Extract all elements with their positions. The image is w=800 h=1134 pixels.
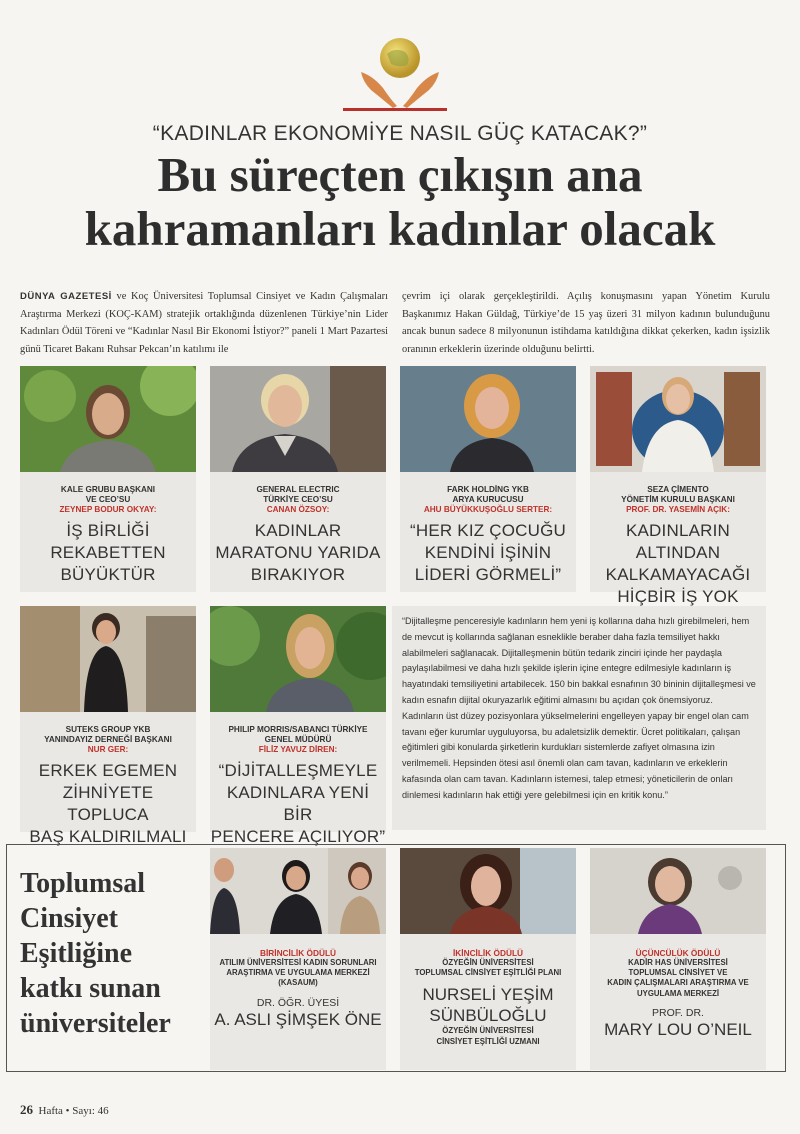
profile-title: VE CEO’SU <box>85 495 131 505</box>
intro-left-column <box>20 288 388 358</box>
award-post-title: ÖZYEĞİN ÜNİVERSİTESİ CİNSİYET EŞİTLİĞİ UZMANI <box>436 1026 540 1046</box>
award-rank: ÜÇÜNCÜLÜK ÖDÜLÜ <box>635 948 721 958</box>
profile-quote: “HER KIZ ÇOCUĞU KENDİNİ İŞİNİN LİDERİ GÖRMELİ” <box>410 520 566 584</box>
award-photo <box>590 848 766 934</box>
award-org: ÖZYEĞİN ÜNİVERSİTESİ TOPLUMSAL CİNSİYET EŞİTLİĞİ PLANI <box>414 958 562 978</box>
page-number: 26 <box>20 1102 33 1117</box>
intro-right-column: çevrim içi olarak gerçekleştirildi. Açılış konuşmasını yapan Yönetim Kurulu Başkanımız Hakan Güldağ, Türkiye’de 15 yaş üzeri 31 milyon kadının bulunduğunu ancak bunun sadece 8 milyonunun istihdama katıldığına dikkat çekerken, kadın işsizlik oranının erkeklerin üzerinde olduğunu belirtti. <box>402 291 770 355</box>
profile-title: GENERAL ELECTRIC <box>256 485 340 494</box>
profile-card <box>210 606 386 846</box>
award-org: ATILIM ÜNİVERSİTESİ KADIN SORUNLARI ARAŞTIRMA VE UYGULAMA MERKEZİ (KASAUM) <box>219 958 377 988</box>
profile-title: KALE GRUBU BAŞKANI <box>60 485 156 494</box>
kicker: “KADINLAR EKONOMİYE NASIL GÜÇ KATACAK?” <box>152 122 648 145</box>
profile-name: ZEYNEP BODUR OKYAY: <box>59 505 157 515</box>
pull-quote: “Dijitalleşme penceresiyle kadınların hem yeni iş kollarına daha hızlı girebilmeleri, hem de mevcut iş kollarında sağlanan esneklikle beraber daha fazla temsiliyet hakkı alabilmeleri sağlanacak. Dijitalleşmenin bütün tedarik zinciri içinde her paydaşla paylaşılabilmesi ve daha hızlı şekilde işlerin içine entegre edilmesiyle kadınların iş hayatındaki temsiliyetini artabilecek. 150 bin bakkal esnafının 30 bininin dijitalleşmesi ve kadın esnafın dijital okuryazarlık eğitimi almasını bu açıdan çok önemsiyoruz. Kadınların üst düzey pozisyonlara yükselmelerini engelleyen yapay bir engel olan cam tavanı eğer kurumlar uyguluyorsa, bu adaletsizlik demektir. Ücret politikaları, çalışan eğitimleri gibi konularda şirketlerin kurdukları sistemlerde zafiyet olmasına izin verilmemeli. Hepsinden ötesi asıl önemli olan cam tavan, kadınların ve erkeklerin kafasında olan cam tavan. Kadınların istemesi, talep etmesi; yöneticilerin de onları dinlemesi kadınların hak ettiği yere gelebilmesi için en kritik konu.” <box>392 606 766 830</box>
profile-title: SEZA ÇİMENTO <box>647 485 709 494</box>
profile-caption <box>20 712 196 846</box>
headline-line-1: Bu süreçten çıkışın ana <box>157 147 643 202</box>
profile-quote: ERKEK EGEMEN ZİHNİYETE TOPLUCA BAŞ KALDIRILMALI <box>29 760 187 846</box>
page-footer <box>20 1102 109 1118</box>
globe-hands-logo <box>355 32 445 112</box>
profile-card <box>20 606 196 846</box>
award-org: KADİR HAS ÜNİVERSİTESİ TOPLUMSAL CİNSİYET VE KADIN ÇALIŞMALARI ARAŞTIRMA VE UYGULAMA MERKEZİ <box>607 958 749 998</box>
award-pre-title: DR. ÖĞR. ÜYESİ <box>256 996 340 1009</box>
profile-title: PHILIP MORRIS/SABANCI TÜRKİYE <box>228 725 368 734</box>
award-caption <box>400 934 576 1070</box>
profile-name: NUR GER: <box>87 745 129 755</box>
award-pre-title: PROF. DR. <box>652 1006 704 1019</box>
portrait-photo <box>400 366 576 472</box>
intro-left-text: ve Koç Üniversitesi Toplumsal Cinsiyet ve Kadın Çalışmaları Araştırma Merkezi (KOÇ-KAM) stratejik ortaklığında düzenlenen Türkiye’nin Lider Kadınları Ödül Töreni ve “Kadınlar Nasıl Bir Ekonomi İstiyor?” paneli 1 Mart Pazartesi günü Ticaret Bakanı Ruhsar Pekcan’ın katılımı ile <box>20 291 388 355</box>
award-name: NURSELİ YEŞİM SÜNBÜLOĞLU <box>422 985 554 1026</box>
portrait-photo <box>210 366 386 472</box>
profile-quote: KADINLAR MARATONU YARIDA BIRAKIYOR <box>215 520 381 584</box>
profile-name: CANAN ÖZSOY: <box>266 505 330 515</box>
profile-name: PROF. DR. YASEMİN AÇIK: <box>626 505 730 515</box>
profile-name: FİLİZ YAVUZ DİREN: <box>258 745 338 755</box>
award-caption <box>590 934 766 1070</box>
portrait-photo <box>20 606 196 712</box>
award-photo <box>400 848 576 934</box>
profile-card <box>400 366 576 592</box>
headline <box>20 148 780 256</box>
profile-card <box>20 366 196 592</box>
profile-name: AHU BÜYÜKKUŞOĞLU SERTER: <box>423 505 553 515</box>
profile-title: ARYA KURUCUSU <box>452 495 524 505</box>
profile-title: SUTEKS GROUP YKB <box>65 725 151 734</box>
intro-lead: DÜNYA GAZETESİ <box>20 291 112 302</box>
portrait-photo <box>20 366 196 472</box>
award-rank: BİRİNCİLİK ÖDÜLÜ <box>259 948 337 958</box>
profile-caption <box>210 712 386 846</box>
profile-card <box>590 366 766 606</box>
profile-title: GENEL MÜDÜRÜ <box>264 735 332 745</box>
profile-caption <box>20 472 196 592</box>
award-rank: İKİNCİLİK ÖDÜLÜ <box>452 948 524 958</box>
profile-title: FARK HOLDİNG YKB <box>447 485 529 494</box>
profile-title: YÖNETİM KURULU BAŞKANI <box>621 495 735 505</box>
profile-quote: KADINLARIN ALTINDAN KALKAMAYACAĞI HİÇBİR İŞ YOK <box>605 520 751 606</box>
award-name: MARY LOU O’NEIL <box>604 1019 752 1039</box>
award-name: A. ASLI ŞİMŞEK ÖNE <box>214 1009 382 1029</box>
logo-divider <box>343 108 447 111</box>
profile-card <box>210 366 386 592</box>
profile-caption <box>400 472 576 592</box>
profile-caption <box>590 472 766 606</box>
profile-caption <box>210 472 386 592</box>
magazine-issue: Hafta • Sayı: 46 <box>38 1105 109 1117</box>
profile-quote: İŞ BİRLİĞİ REKABETTEN BÜYÜKTÜR <box>50 520 166 584</box>
award-photo <box>210 848 386 934</box>
headline-line-2: kahramanları kadınlar olacak <box>84 201 716 256</box>
portrait-photo <box>210 606 386 712</box>
profile-title: TÜRKİYE CEO’SU <box>263 495 333 505</box>
profile-quote: “DİJİTALLEŞMEYLE KADINLARA YENİ BİR PENCERE AÇILIYOR” <box>210 760 386 846</box>
award-caption <box>210 934 386 1070</box>
portrait-photo <box>590 366 766 472</box>
universities-title: Toplumsal Cinsiyet Eşitliğine katkı sunan üniversiteler <box>20 868 171 1039</box>
profile-title: YANINDAYIZ DERNEĞİ BAŞKANI <box>44 735 172 745</box>
